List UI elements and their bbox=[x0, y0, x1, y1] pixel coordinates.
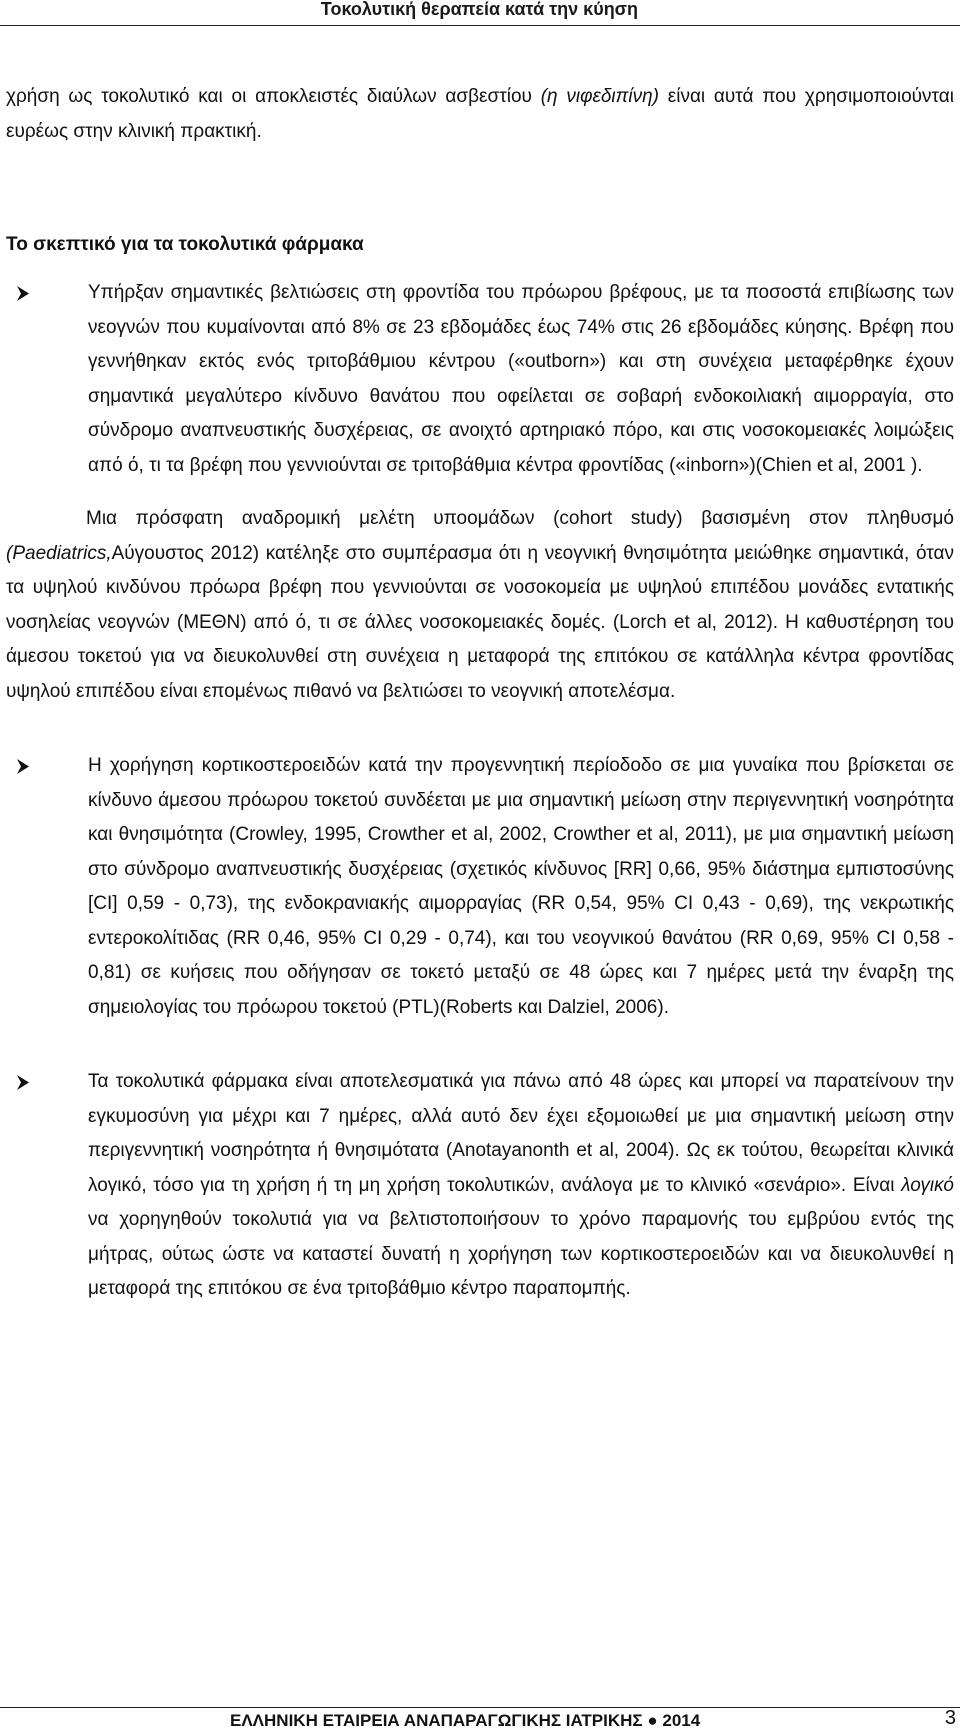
intro-paragraph bbox=[6, 80, 954, 149]
bullet-1-text-a: Υπήρξαν σημαντικές βελτιώσεις στη φροντίδα του πρόωρου βρέφους, με τα ποσοστά επιβίωσης των νεογνών που κυμαίνονται από 8% σε 23 εβδομάδες έως 74% στις 26 εβδομάδες κύησης. bbox=[88, 282, 954, 338]
intro-text-b: είναι αυτά που χρησιμοποιούνται ευρέως στην κλινική πρακτική. bbox=[6, 86, 954, 142]
paragraph-2 bbox=[6, 502, 954, 709]
bullet-3-text-a: Τα τοκολυτικά φάρμακα είναι αποτελεσματικά για πάνω από 48 ώρες και μπορεί να παρατείνουν την εγκυμοσύνη για μέχρι και 7 ημέρες, αλλά αυτό δεν έχει εξομοιωθεί με μια σημαντική μείωση στην περιγεννητική νοσηρότητα ή θνησιμότατα (Anotayanonth et al, 2004). Ως εκ τούτου, θεωρείται κλινικά λογικό, τόσο για τη χρήση ή τη μη χρήση τοκολυτικών, ανάλογα με το κλινικό «σενάριο». Είναι bbox=[88, 1071, 954, 1196]
bullet-1-text-b: Βρέφη που γεννήθηκαν εκτός ενός τριτοβάθμιου κέντρου («outborn») και στη συνέχεια μεταφέρθηκε έχουν σημαντικά μεγαλύτερο κίνδυνο θανάτου που οφείλεται σε σοβαρή ενδοκοιλιακή αιμορραγία, στο σύνδρομο αναπνευστικής δυσχέρειας, σε ανοιχτό αρτηριακό πόρο, και στις νοσοκομειακές λοιμώξεις από ό, τι τα βρέφη που γεννιούνται σε τριτοβάθμια κέντρα φροντίδας («inborn»)(Chien et al, 2001 ). bbox=[88, 316, 954, 476]
bullet-2-text: Η χορήγηση κορτικοστεροειδών κατά την προγεννητική περίοδοδο σε μια γυναίκα που βρίσκεται σε κίνδυνο άμεσου πρόωρου τοκετού συνδέεται με μια σημαντική μείωση στην περιγεννητική νοσηρότητα και θνησιμότητα (Crowley, 1995, Crowther et al, 2002, Crowther et al, 2011), με μια σημαντική μείωση στο σύνδρομο αναπνευστικής δυσχέρειας (σχετικός κίνδυνος [RR] 0,66, 95% διάστημα εμπιστοσύνης [CI] 0,59 - 0,73), της ενδοκρανιακής αιμορραγίας (RR 0,54, 95% CI 0,43 - 0,69), της νεκρωτικής εντεροκολίτιδας (RR 0,46, 95% CI 0,29 - 0,74), και του νεογνικού θανάτου (RR 0,69, 95% CI 0,58 - 0,81) σε κυήσεις που οδήγησαν σε τοκετό μεταξύ σε 48 ώρες και 7 ημέρες μετά την έναρξη της σημειολογίας του πρόωρου τοκετού (PTL)(Roberts και Dalziel, 2006). bbox=[88, 755, 954, 1018]
paragraph-2-italic: (Paediatrics, bbox=[6, 542, 112, 564]
bullet-1-text bbox=[88, 276, 954, 483]
paragraph-2-text-a: Μια πρόσφατη αναδρομική μελέτη υποομάδων (cohort study) βασισμένη στον πληθυσμό bbox=[86, 508, 954, 529]
bullet-item-1 bbox=[6, 276, 954, 483]
intro-text-italic: (η νιφεδιπίνη) bbox=[540, 86, 659, 107]
arrowhead-bullet-icon bbox=[16, 1074, 30, 1091]
footer-society-name: ΕΛΛΗΝΙΚΗ ΕΤΑΙΡΕΙΑ ΑΝΑΠΑΡΑΓΩΓΙΚΗΣ ΙΑΤΡΙΚΗΣ bbox=[230, 1711, 643, 1730]
paragraph-2-text-b: Αύγουστος 2012) κατέληξε στο συμπέρασμα ότι η νεογνική θνησιμότητα μειώθηκε σημαντικά, όταν τα υψηλού κινδύνου πρόωρα βρέφη που γεννιούνται σε νοσοκομεία με υψηλού επιπέδου μονάδες εντατικής νοσηλείας νεογνών (ΜΕΘΝ) από ό, τι σε άλλες νοσοκομειακές δομές. (Lorch et al, 2012). Η καθυστέρηση του άμεσου τοκετού για να διευκολυνθεί στη συνέχεια η μεταφορά της επιτόκου σε κατάλληλα κέντρα φροντίδας υψηλού επιπέδου είναι επομένως πιθανό να βελτιώσει το νεογνική αποτελέσμα. bbox=[6, 542, 954, 702]
bullet-item-3 bbox=[6, 1065, 954, 1307]
bullet-3-text bbox=[88, 1065, 954, 1307]
section-heading: Το σκεπτικό για τα τοκολυτικά φάρμακα bbox=[6, 234, 364, 255]
header-rule bbox=[0, 25, 960, 26]
running-title: Τοκολυτική θεραπεία κατά την κύηση bbox=[320, 0, 638, 19]
bullet-3-italic: λογικό bbox=[901, 1174, 954, 1196]
footer-separator-icon: ● bbox=[647, 1711, 658, 1730]
document-body bbox=[6, 80, 954, 1307]
footer-rule bbox=[0, 1707, 960, 1708]
bullet-3-text-b: να χορηγηθούν τοκολυτιά για να βελτιστοποιήσουν το χρόνο παραμονής του εμβρύου εντός της μήτρας, ούτως ώστε να καταστεί δυνατή η χορήγηση των κορτικοστεροειδών και να διευκολυνθεί η μεταφορά της επιτόκου σε ένα τριτοβάθμιο κέντρο παραπομπής. bbox=[88, 1209, 954, 1299]
page-header bbox=[0, 0, 960, 22]
page-number: 3 bbox=[944, 1707, 956, 1729]
arrowhead-bullet-icon bbox=[16, 285, 30, 302]
page-footer bbox=[0, 1707, 960, 1731]
arrowhead-bullet-icon bbox=[16, 758, 30, 775]
bullet-item-2 bbox=[6, 749, 954, 1025]
footer-society bbox=[230, 1711, 700, 1731]
intro-text-a: χρήση ως τοκολυτικό και οι αποκλειστές διαύλων ασβεστίου bbox=[6, 86, 541, 107]
footer-year: 2014 bbox=[662, 1711, 701, 1730]
